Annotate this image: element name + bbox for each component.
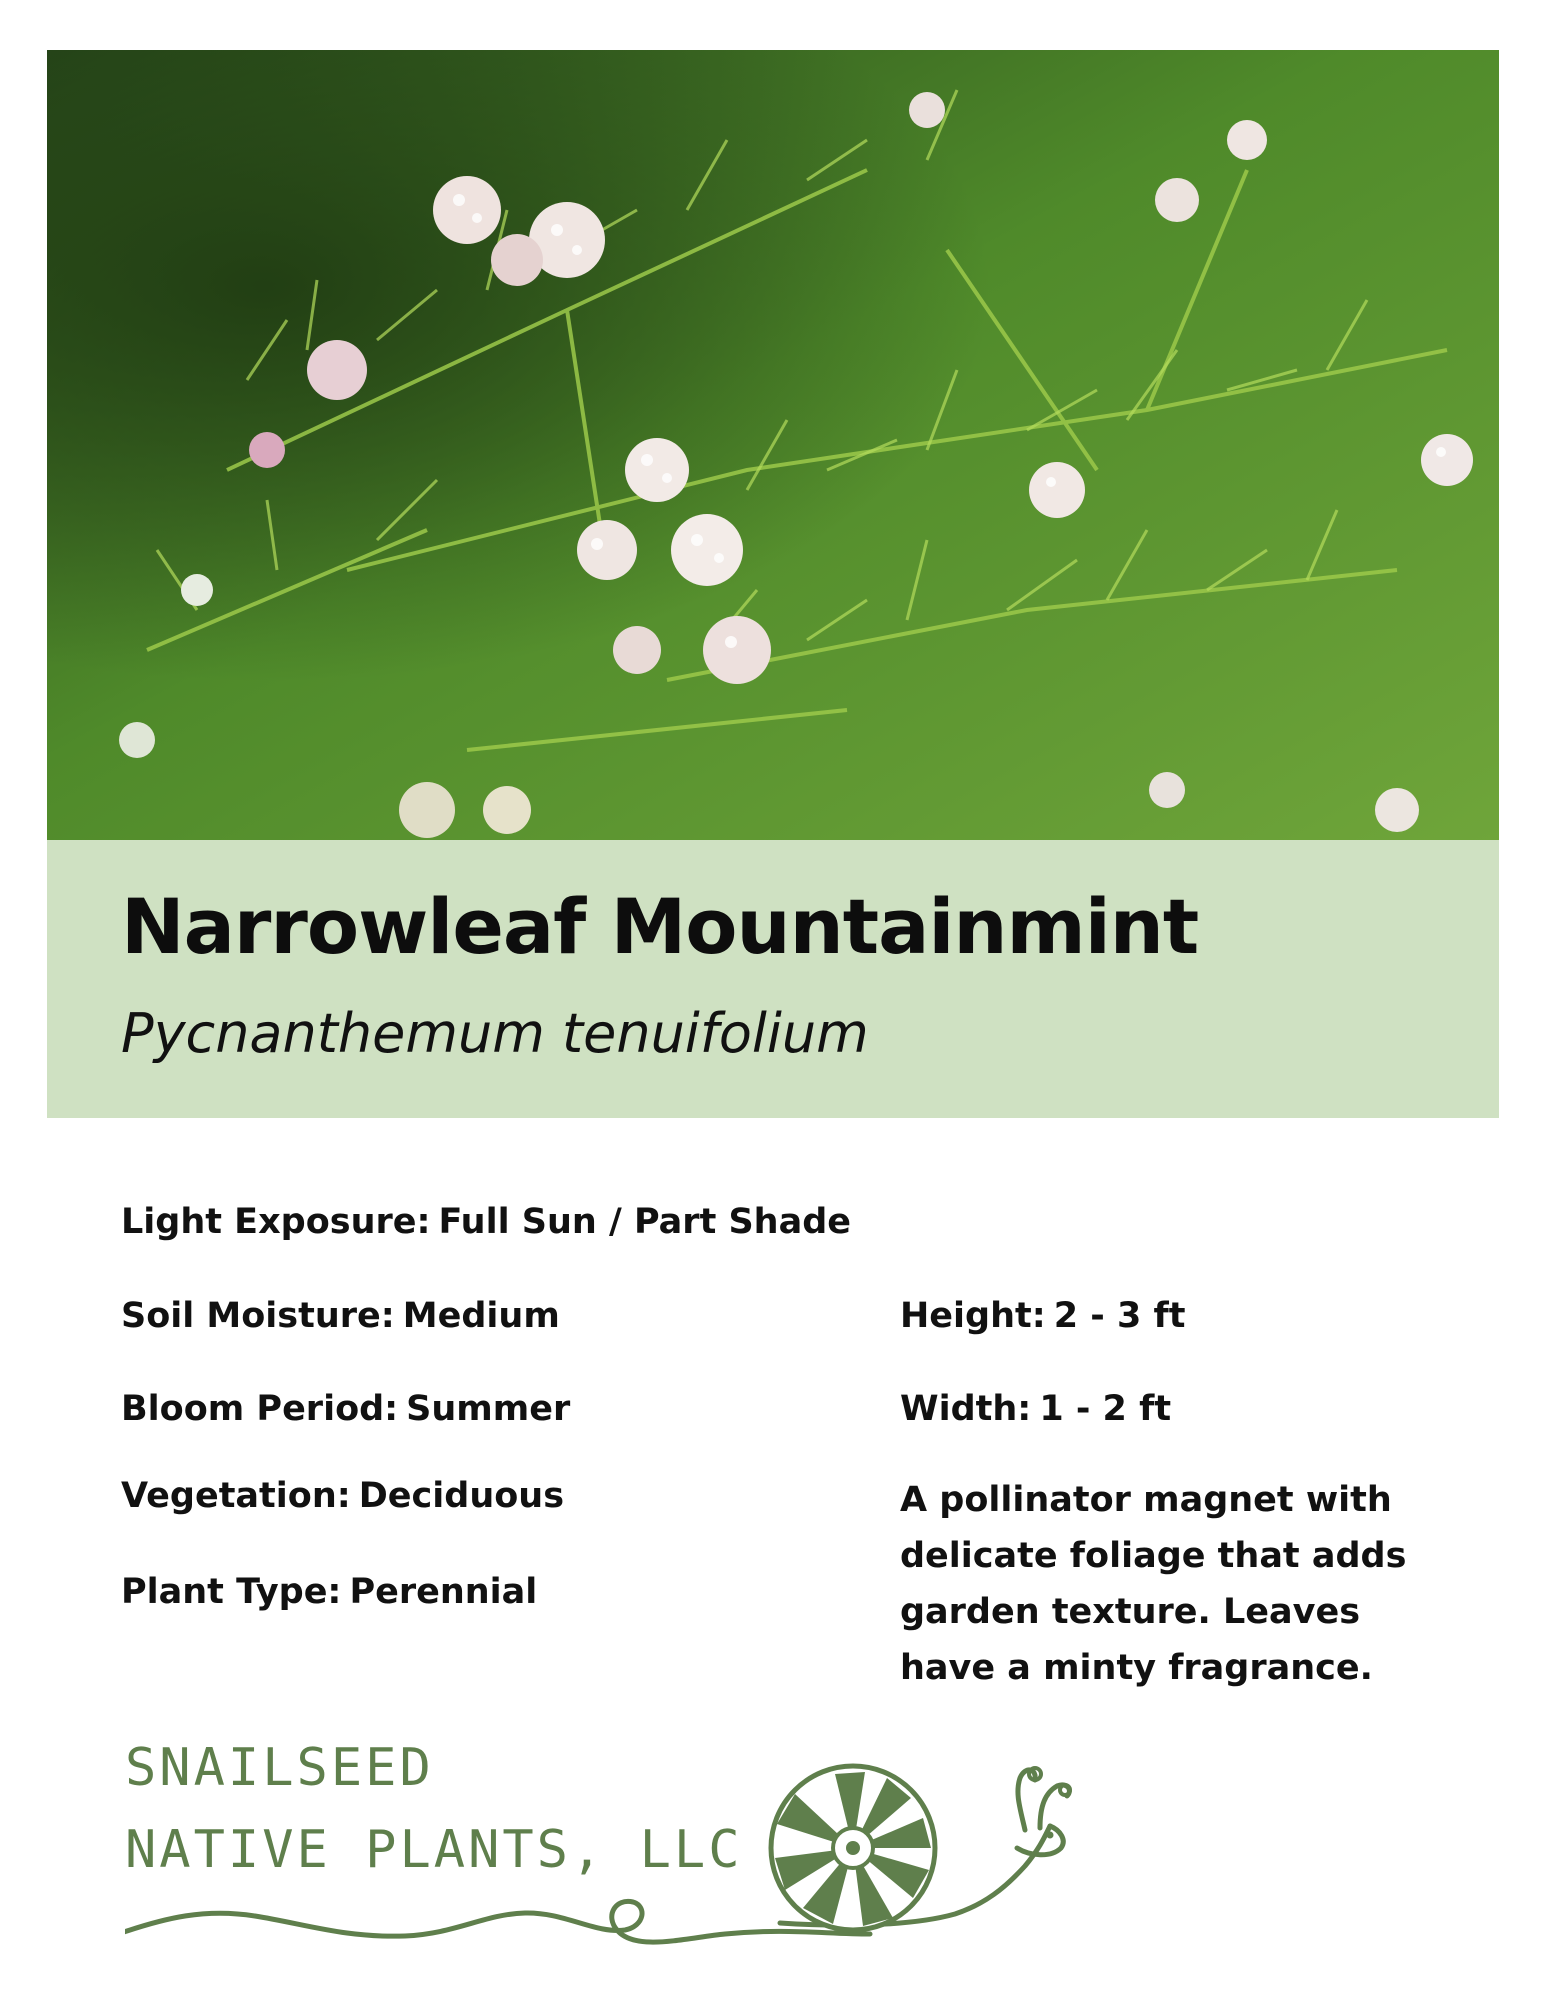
width-label: Width: xyxy=(900,1389,1032,1429)
plant-description: A pollinator magnet with delicate foliage that adds garden texture. Leaves have a minty fragrance. xyxy=(900,1480,1407,1688)
plant-type-label: Plant Type: xyxy=(121,1572,342,1612)
light-exposure-label: Light Exposure: xyxy=(121,1202,431,1242)
height-value: 2 - 3 ft xyxy=(1053,1296,1186,1336)
vegetation-value: Deciduous xyxy=(358,1476,565,1516)
snail-logo-icon xyxy=(125,1738,1105,1968)
brand-name-line2: NATIVE PLANTS, LLC xyxy=(125,1820,743,1880)
width-value: 1 - 2 ft xyxy=(1039,1389,1172,1429)
soil-moisture-label: Soil Moisture: xyxy=(121,1296,395,1336)
light-exposure-value: Full Sun / Part Shade xyxy=(438,1202,852,1242)
plant-type-value: Perennial xyxy=(349,1572,538,1612)
bloom-period-label: Bloom Period: xyxy=(121,1389,399,1429)
height-label: Height: xyxy=(900,1296,1046,1336)
brand-name-line1: SNAILSEED xyxy=(125,1738,434,1798)
bloom-period-value: Summer xyxy=(406,1389,571,1429)
title-band xyxy=(47,840,1499,1118)
vegetation-label: Vegetation: xyxy=(121,1476,351,1516)
brand-footer xyxy=(125,1738,1105,1968)
plant-photo xyxy=(47,50,1499,840)
height-row xyxy=(900,1296,1185,1336)
soil-moisture-value: Medium xyxy=(402,1296,560,1336)
bloom-period-row xyxy=(121,1389,570,1429)
width-row xyxy=(900,1389,1171,1429)
plant-scientific-name: Pycnanthemum tenuifolium xyxy=(121,1002,869,1065)
plant-common-name: Narrowleaf Mountainmint xyxy=(121,882,1199,971)
vegetation-row xyxy=(121,1476,564,1516)
soil-moisture-row xyxy=(121,1296,560,1336)
plant-type-row xyxy=(121,1572,537,1612)
mountainmint-photo-illustration xyxy=(47,50,1499,840)
light-exposure-row xyxy=(121,1202,851,1242)
